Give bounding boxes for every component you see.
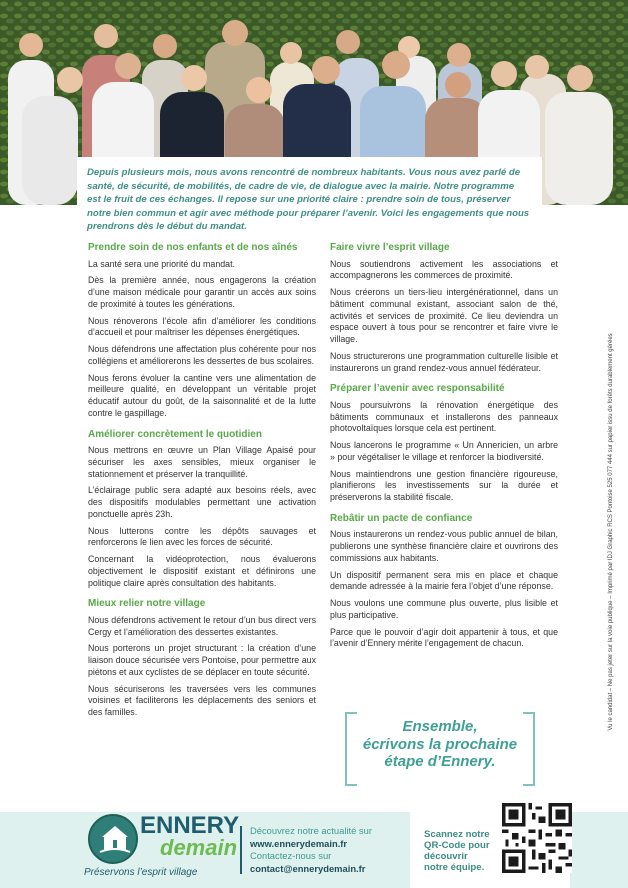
intro-text: Depuis plusieurs mois, nous avons rencontré de nombreux habitants. Vous nous avez parlé de santé, de sécurité, de mobilités, de cadre de vie, de dialogue avec la mairie. Notre programme est le fruit de ces échanges. Il repose sur une priorité claire : prendre soin de tous, préserver notre bien commun et agir avec méthode pour préparer l’avenir. Voici les engagements que nous prendrons dès le début du mandat. (77, 157, 542, 240)
paragraph: Nous mettrons en œuvre un Plan Village Apaisé pour sécuriser les axes sensibles, mieux organiser le stationnement et préserver la tranquillité. (88, 445, 316, 479)
paragraph: Nous créerons un tiers-lieu intergénérationnel, dans un bâtiment communal existant, associant salon de thé, activités et services de proximité. Ce lieu deviendra un espace ouvert à tous pour se rencontrer et faire vivre le village. (330, 287, 558, 344)
section-quotidien (88, 429, 316, 590)
paragraph: Nous poursuivrons la rénovation énergétique des bâtiments communaux et installerons des panneaux photovoltaïques lorsque cela est pertinent. (330, 399, 558, 434)
paragraph: Nous maintiendrons une gestion financière rigoureuse, planifierons les investissements sur la durée et préserverons la stabilité fiscale. (330, 468, 558, 502)
paragraph: Nous sécuriserons les traversées vers les communes voisines et faciliterons les déplacements des seniors et des familles. (88, 683, 316, 717)
section-title: Améliorer concrètement le quotidien (88, 428, 262, 440)
paragraph: Nous ferons évoluer la cantine vers une alimentation de meilleure qualité, en développant un véritable projet éducatif autour du goût, de la saisonnalité et de la lutte contre le gaspillage. (88, 372, 316, 418)
slogan-line: étape d’Ennery. (384, 753, 496, 771)
paragraph: Dès la première année, nous engagerons la création d’une maison médicale pour garantir un accès aux soins de proximité à toutes les générations. (88, 275, 316, 309)
paragraph: Nous porterons un projet structurant : la création d’une liaison douce sécurisée vers Pontoise, pour permettre aux piétons et aux cyclistes de se déplacer en toute sécurité. (88, 643, 316, 677)
section-title: Faire vivre l’esprit village (330, 242, 450, 253)
slogan-line: Ensemble, (402, 718, 478, 735)
qr-caption-line: découvrir (424, 851, 468, 863)
slogan-text (345, 718, 535, 771)
paragraph: Un dispositif permanent sera mis en place et chaque demande adressée à la mairie fera l’objet d’une réponse. (330, 569, 558, 592)
paragraph: Nous lutterons contre les dépôts sauvages et renforcerons le lien avec les forces de sécurité. (88, 525, 316, 548)
qr-caption (424, 829, 490, 873)
section-confiance (330, 513, 558, 650)
paragraph: Nous instaurerons un rendez-vous public annuel de bilan, publierons une synthèse financière claire et ouvrirons des commissions aux habitants. (330, 529, 558, 563)
section-avenir (330, 383, 558, 504)
qr-caption-line: Scannez notre (424, 829, 490, 840)
logo-name-ennery: ENNERY (140, 812, 240, 839)
paragraph: Nous lancerons le programme « Un Annericien, un arbre » pour végétaliser le village et renforcer la biodiversité. (330, 440, 558, 462)
section-title: Rebâtir un pacte de confiance (330, 512, 473, 524)
slogan-line: écrivons la prochaine (362, 735, 518, 753)
paragraph: Parce que le pouvoir d’agir doit appartenir à tous, et que l’avenir d’Ennery mérite l’engagement de chacun. (330, 626, 558, 649)
section-relier (88, 598, 316, 719)
logo (84, 810, 240, 886)
paragraph: Nous défendrons activement le retour d’un bus direct vers Cergy et l’amélioration des dessertes existantes. (88, 614, 316, 637)
paragraph: La santé sera une priorité du mandat. (88, 258, 235, 269)
village-emblem-icon (88, 814, 138, 864)
contact-block (250, 825, 372, 875)
program-column-right (330, 242, 558, 659)
qr-caption-line: QR-Code pour (424, 840, 490, 852)
contact-intro: Découvrez notre actualité sur (250, 825, 372, 836)
section-prendre-soin (88, 242, 316, 420)
paragraph: L’éclairage public sera adapté aux besoins réels, avec des dispositifs modulables permettant une activation ponctuelle après 23h. (88, 485, 316, 519)
paragraph: Nous voulons une commune plus ouverte, plus lisible et plus participative. (330, 598, 558, 620)
paragraph: Nous structurerons une programmation culturelle lisible et instaurerons un grand rendez-vous annuel fédérateur. (330, 350, 558, 373)
qr-block (410, 803, 570, 888)
email-link[interactable]: contact@ennerydemain.fr (250, 862, 366, 874)
qr-caption-line: notre équipe. (424, 862, 485, 874)
section-title: Mieux relier notre village (88, 598, 206, 610)
paragraph: Nous soutiendrons activement les associations et accompagnerons les commerces de proximité. (330, 258, 558, 281)
paragraph: Nous défendrons une affectation plus cohérente pour nos collégiens et améliorerons les dessertes de bus scolaires. (88, 344, 316, 366)
program-column-left (88, 242, 316, 728)
slogan-box (345, 712, 535, 786)
paragraph: Concernant la vidéoprotection, nous évaluerons objectivement le dispositif existant et définirons une politique claire après consultation des habitants. (88, 554, 316, 588)
qr-code-icon[interactable] (502, 803, 572, 873)
logo-tagline: Préservons l’esprit village (84, 867, 198, 878)
logo-name-demain: demain (160, 835, 238, 860)
section-title: Prendre soin de nos enfants et de nos aînés (88, 242, 298, 253)
footer-divider (240, 826, 242, 874)
section-title: Préparer l’avenir avec responsabilité (330, 383, 505, 395)
paragraph: Nous rénoverons l’école afin d’améliorer les conditions d’accueil et pour maîtriser les dépenses énergétiques. (88, 315, 316, 338)
contact-label: Contactez-nous sur (250, 850, 332, 861)
legal-mention (605, 262, 617, 802)
website-link[interactable]: www.ennerydemain.fr (250, 837, 348, 849)
legal-text: Vu le candidat – Ne pas jeter sur la voie publique – Imprimé par IDJ Graphic RCS Pontoise 525 077 444 sur papier issu de forêts durablement gérées (608, 333, 614, 731)
section-esprit-village (330, 242, 558, 374)
